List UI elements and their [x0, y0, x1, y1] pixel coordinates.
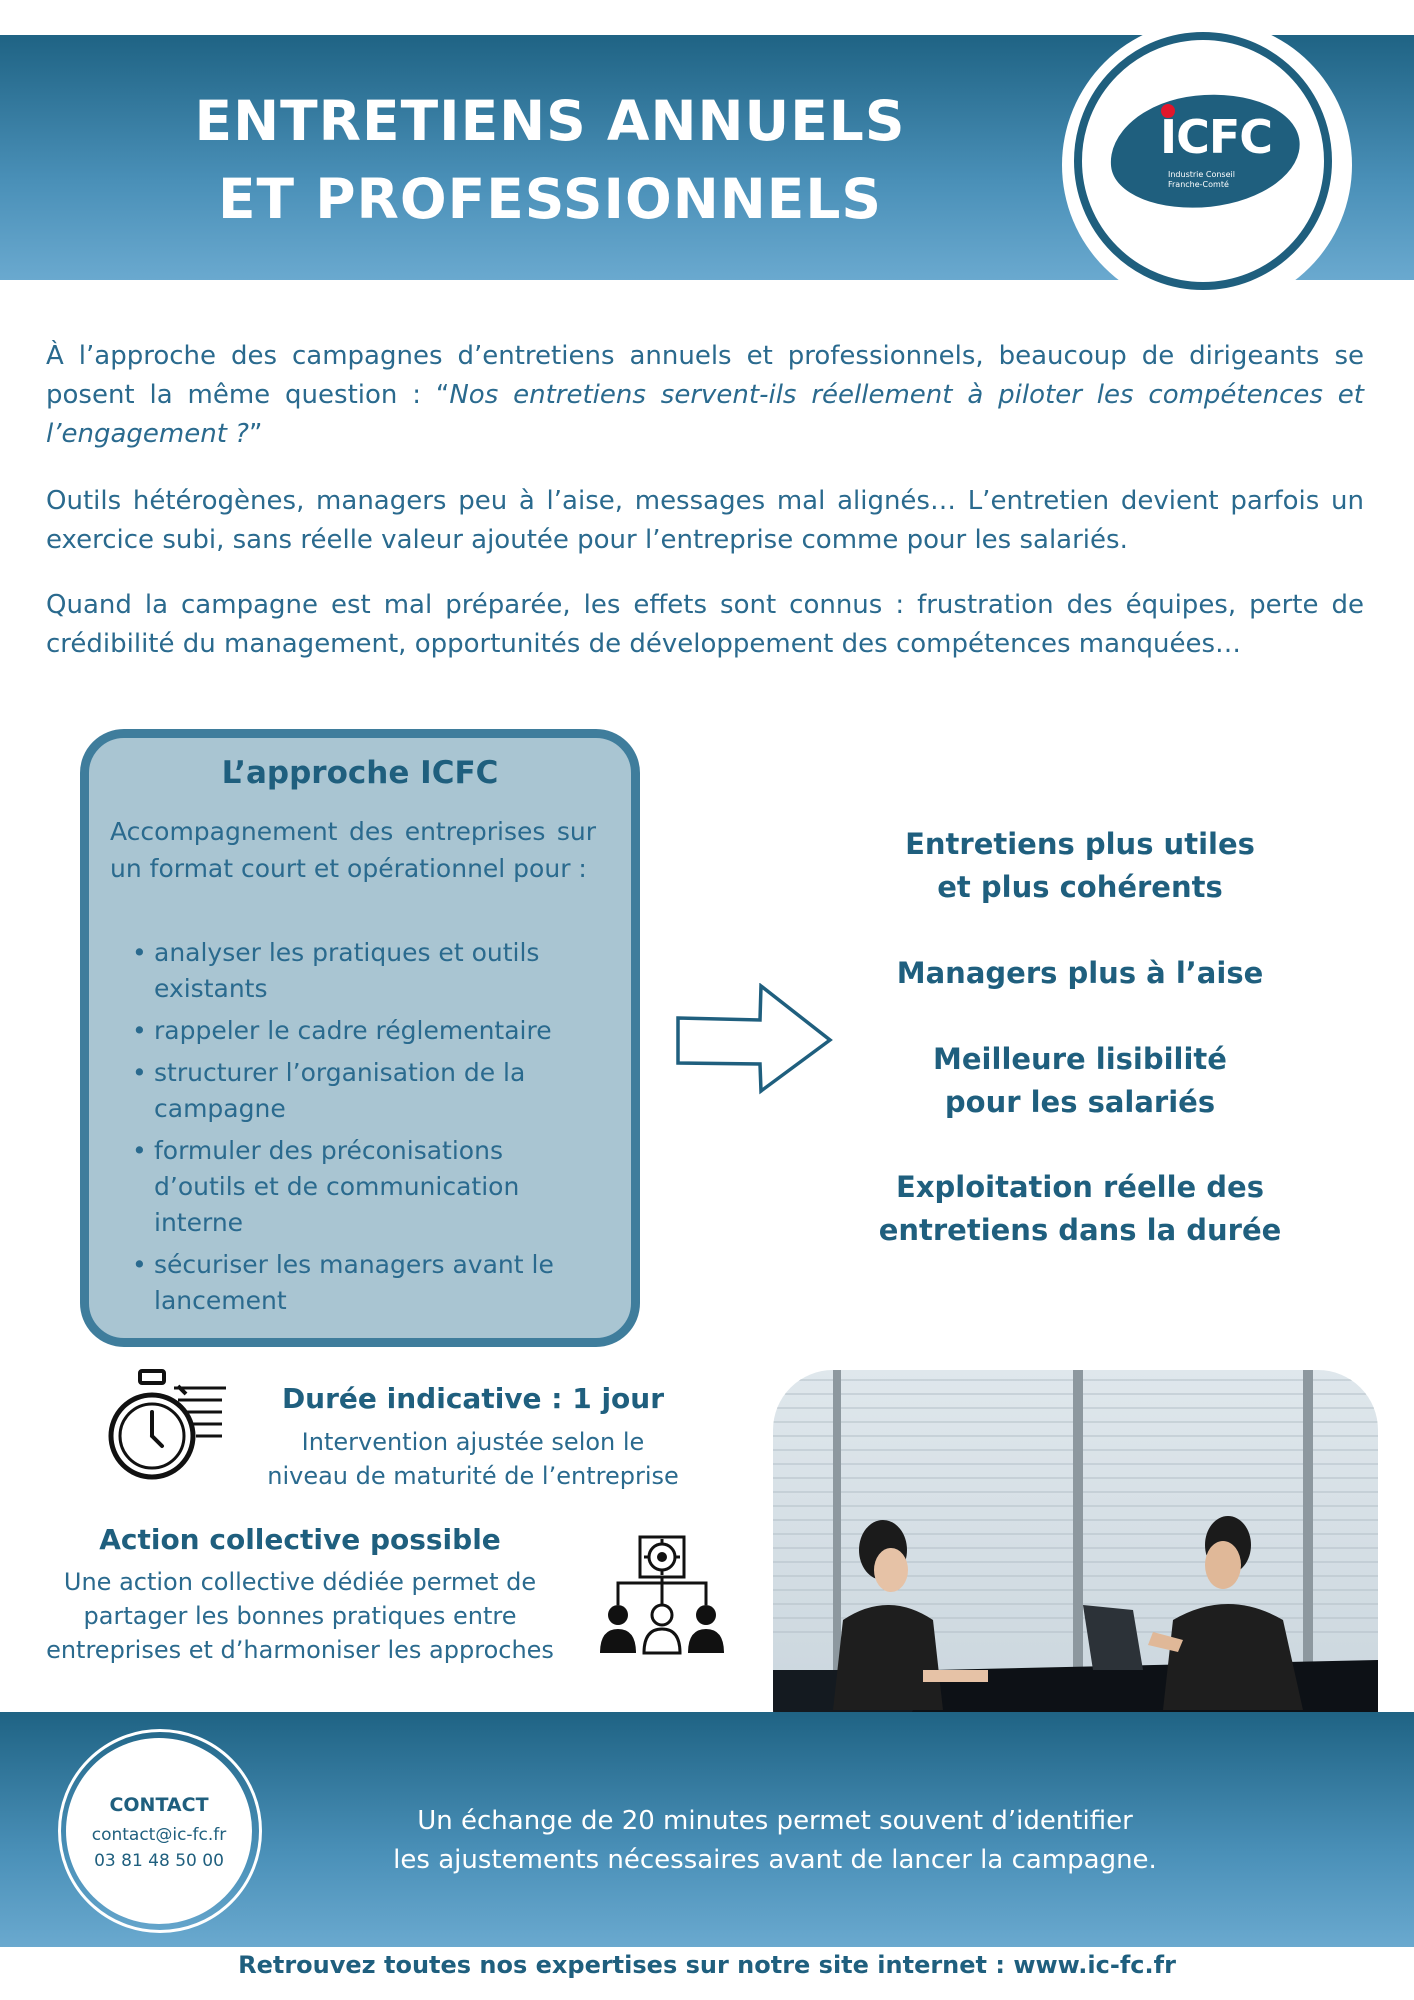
- logo-text: ICFC: [1160, 110, 1273, 164]
- collective-text: [30, 1565, 570, 1667]
- intro-paragraph-1: [46, 337, 1364, 454]
- arrow-right-icon: [675, 983, 835, 1103]
- benefit-line: pour les salariés: [944, 1085, 1216, 1119]
- intro-quote: Nos entretiens servent-ils réellement à piloter les compétences et l’engagement ?: [46, 380, 1364, 449]
- benefit-line: Entretiens plus utiles: [905, 827, 1255, 861]
- benefit-managers: Managers plus à l’aise: [896, 956, 1264, 990]
- footer-message-line: les ajustements nécessaires avant de lancer la campagne.: [393, 1845, 1157, 1875]
- duration-line: Intervention ajustée selon le: [301, 1428, 645, 1456]
- collective-line: partager les bonnes pratiques entre: [83, 1602, 517, 1630]
- benefit-line: entretiens dans la durée: [878, 1213, 1282, 1247]
- approach-intro: Accompagnement des entreprises sur un format court et opérationnel pour :: [110, 817, 596, 883]
- list-item: • sécuriser les managers avant le lancement: [110, 1247, 596, 1319]
- intro-paragraph-2: Outils hétérogènes, managers peu à l’aise, messages mal alignés… L’entretien devient parfois un exercice subi, sans réelle valeur ajoutée pour l’entreprise comme pour les salariés.: [46, 486, 1364, 555]
- meeting-illustration: [773, 1370, 1378, 1770]
- benefit-line: et plus cohérents: [937, 870, 1223, 904]
- approach-list: [110, 935, 596, 1325]
- list-item: • structurer l’organisation de la campagne: [110, 1055, 596, 1127]
- benefit-useful-interviews: [860, 823, 1300, 909]
- stopwatch-icon: [104, 1368, 234, 1488]
- footer-message-line: Un échange de 20 minutes permet souvent d’identifier: [417, 1806, 1133, 1836]
- intro-text: À l’approche des campagnes d’entretiens annuels et professionnels, beaucoup de dirigeants se posent la même question : “: [46, 341, 1364, 410]
- collective-line: Une action collective dédiée permet de: [63, 1568, 537, 1596]
- website-link[interactable]: Retrouvez toutes nos expertises sur notre site internet : www.ic-fc.fr: [238, 1951, 1176, 1979]
- title-line-1: ENTRETIENS ANNUELS: [194, 89, 906, 153]
- logo-sub-line-2: Franche-Comté: [1168, 180, 1229, 189]
- meeting-photo: [773, 1370, 1378, 1770]
- benefit-exploitation: [860, 1166, 1300, 1252]
- benefit-line: Meilleure lisibilité: [933, 1042, 1227, 1076]
- list-item: • analyser les pratiques et outils existants: [110, 935, 596, 1007]
- approach-title: L’approche ICFC: [221, 755, 499, 791]
- intro-paragraph-3: Quand la campagne est mal préparée, les effets sont connus : frustration des équipes, perte de crédibilité du management, opportunités de développement des compétences manquées…: [46, 590, 1364, 659]
- benefit-readability: [860, 1038, 1300, 1124]
- intro-quote-close: ”: [248, 419, 263, 449]
- page-title: [140, 82, 960, 238]
- contact-title: CONTACT: [109, 1794, 209, 1816]
- collective-line: entreprises et d’harmoniser les approches: [46, 1636, 554, 1664]
- contact-email-link[interactable]: contact@ic-fc.fr: [91, 1825, 227, 1845]
- title-line-2: ET PROFESSIONNELS: [217, 167, 883, 231]
- duration-title: Durée indicative : 1 jour: [281, 1382, 665, 1415]
- list-item: • rappeler le cadre réglementaire: [110, 1013, 596, 1049]
- logo-subtitle: [1168, 170, 1268, 190]
- collective-title: Action collective possible: [99, 1523, 501, 1556]
- list-item: • formuler des préconisations d’outils et de communication interne: [110, 1133, 596, 1241]
- logo-sub-line-1: Industrie Conseil: [1168, 170, 1235, 179]
- contact-phone-link[interactable]: 03 81 48 50 00: [94, 1851, 224, 1871]
- footer-message: [360, 1802, 1190, 1880]
- team-target-icon: [598, 1535, 726, 1657]
- benefit-line: Exploitation réelle des: [896, 1170, 1264, 1204]
- duration-text: [250, 1425, 696, 1493]
- duration-line: niveau de maturité de l’entreprise: [267, 1462, 679, 1490]
